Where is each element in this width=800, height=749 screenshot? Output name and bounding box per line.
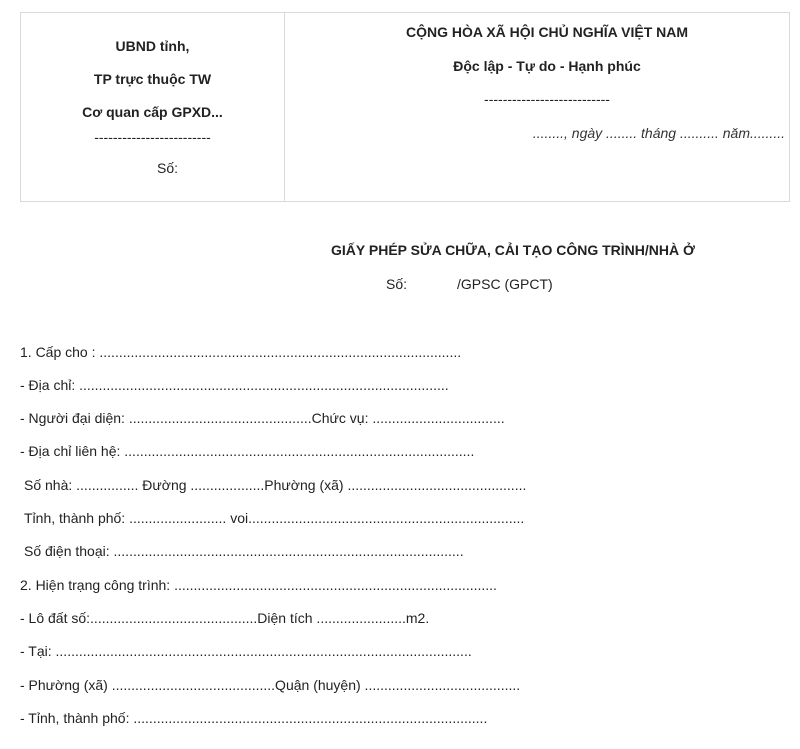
field-location: - Tại: ........................................................................................................... (20, 643, 472, 659)
national-motto: Độc lập - Tự do - Hạnh phúc (453, 58, 641, 74)
field-contact-address: - Địa chỉ liên hệ: .......................................................................................... (20, 443, 475, 459)
document-number-suffix: /GPSC (GPCT) (457, 276, 553, 292)
national-name: CỘNG HÒA XÃ HỘI CHỦ NGHĨA VIỆT NAM (405, 24, 689, 40)
field-lot-number: - Lô đất số:...........................................Diện tích .......................m2. (20, 610, 430, 626)
agency-number-label: Số: (156, 160, 178, 176)
agency-line-3: Cơ quan cấp GPXD... (82, 104, 223, 120)
motto-divider: --------------------------- (484, 91, 610, 107)
document-number-label: Số: (386, 276, 408, 292)
field-ward-district: - Phường (xã) ..........................................Quận (huyện) ........................................ (20, 677, 521, 693)
document-number (386, 276, 553, 292)
field-current-status: 2. Hiện trạng công trình: ................................................................................... (20, 577, 497, 593)
agency-line-2: TP trực thuộc TW (93, 71, 212, 87)
document-title: GIẤY PHÉP SỬA CHỮA, CẢI TẠO CÔNG TRÌNH/NHÀ Ở (331, 242, 695, 258)
field-house-number: Số nhà: ................ Đường ...................Phường (xã) .............................................. (24, 477, 527, 493)
national-motto-cell (285, 13, 789, 201)
field-issued-to: 1. Cấp cho : ............................................................................................. (20, 344, 462, 360)
field-province: Tỉnh, thành phố: ......................... voi....................................................................... (24, 510, 525, 526)
agency-line-1: UBND tỉnh, (115, 38, 190, 54)
field-address: - Địa chỉ: ............................................................................................... (20, 377, 449, 393)
field-city: - Tỉnh, thành phố: ........................................................................................... (20, 710, 488, 726)
agency-divider: ------------------------- (94, 129, 211, 145)
header-table (20, 12, 790, 202)
field-representative: - Người đại diện: ...............................................Chức vụ: .................................. (20, 410, 505, 426)
date-line: ........, ngày ........ tháng .......... năm......... (532, 125, 785, 141)
field-phone: Số điện thoại: .......................................................................................... (24, 543, 464, 559)
issuing-agency-cell (21, 13, 285, 201)
